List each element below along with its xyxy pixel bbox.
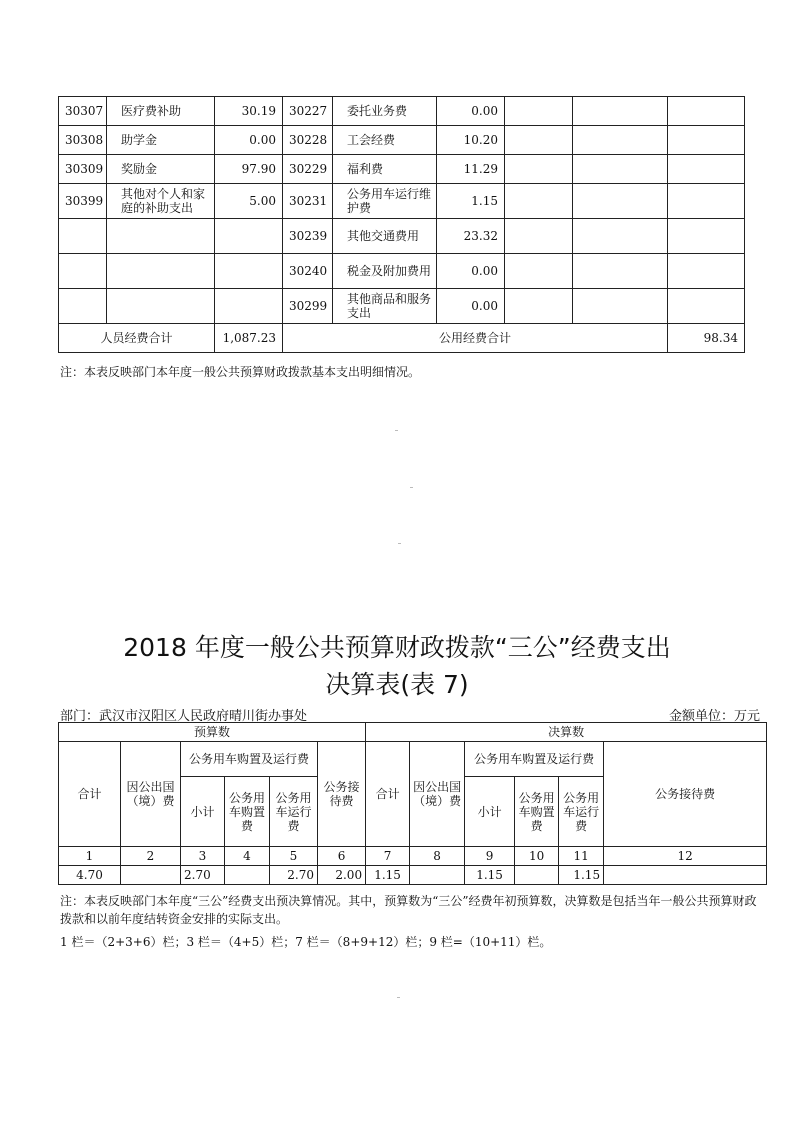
column-number: 12 bbox=[604, 847, 767, 866]
header-row bbox=[59, 723, 767, 742]
empty-cell bbox=[573, 155, 668, 184]
empty-cell bbox=[505, 97, 573, 126]
header-row bbox=[59, 742, 767, 777]
empty-cell bbox=[668, 97, 745, 126]
economic-code bbox=[59, 254, 107, 289]
total-header: 合计 bbox=[59, 742, 121, 847]
empty-cell bbox=[668, 219, 745, 254]
economic-code: 30299 bbox=[283, 289, 333, 324]
value-cell bbox=[225, 866, 270, 885]
scan-mark bbox=[397, 997, 400, 998]
value-cell bbox=[515, 866, 559, 885]
economic-code: 30239 bbox=[283, 219, 333, 254]
item-value: 11.29 bbox=[437, 155, 505, 184]
column-number-row bbox=[59, 847, 767, 866]
empty-cell bbox=[505, 126, 573, 155]
reception-header: 公务接待费 bbox=[604, 742, 767, 847]
economic-code: 30309 bbox=[59, 155, 107, 184]
table-row bbox=[59, 289, 745, 324]
value-cell: 2.70 bbox=[270, 866, 318, 885]
unit-label: 金额单位：万元 bbox=[668, 709, 760, 724]
empty-cell bbox=[573, 289, 668, 324]
column-number: 10 bbox=[515, 847, 559, 866]
item-value: 1.15 bbox=[437, 184, 505, 219]
value-cell: 4.70 bbox=[59, 866, 121, 885]
column-number: 7 bbox=[366, 847, 410, 866]
item-name: 医疗费补助 bbox=[107, 97, 215, 126]
item-name: 工会经费 bbox=[333, 126, 437, 155]
economic-code bbox=[59, 289, 107, 324]
column-number: 6 bbox=[318, 847, 366, 866]
item-value: 23.32 bbox=[437, 219, 505, 254]
vehicle-header: 公务用车购置及运行费 bbox=[181, 742, 318, 777]
reception-header: 公务接待费 bbox=[318, 742, 366, 847]
empty-cell bbox=[505, 254, 573, 289]
empty-cell bbox=[668, 155, 745, 184]
item-name: 其他商品和服务支出 bbox=[333, 289, 437, 324]
value-cell: 2.70 bbox=[181, 866, 225, 885]
purchase-header: 公务用车购置费 bbox=[225, 777, 270, 847]
subtotal-header: 小计 bbox=[465, 777, 515, 847]
item-name: 税金及附加费用 bbox=[333, 254, 437, 289]
basic-expenditure-table bbox=[58, 96, 745, 353]
economic-code: 30229 bbox=[283, 155, 333, 184]
empty-cell bbox=[668, 126, 745, 155]
empty-cell bbox=[573, 219, 668, 254]
empty-cell bbox=[668, 289, 745, 324]
page-title-line2: 决算表(表 7) bbox=[325, 670, 469, 699]
empty-cell bbox=[505, 219, 573, 254]
item-value: 97.90 bbox=[215, 155, 283, 184]
item-name bbox=[107, 289, 215, 324]
operation-header: 公务用车运行费 bbox=[270, 777, 318, 847]
economic-code bbox=[59, 219, 107, 254]
column-number: 5 bbox=[270, 847, 318, 866]
table-row bbox=[59, 219, 745, 254]
economic-code: 30240 bbox=[283, 254, 333, 289]
item-value bbox=[215, 219, 283, 254]
value-cell bbox=[121, 866, 181, 885]
public-total-label: 公用经费合计 bbox=[283, 324, 668, 353]
item-value: 5.00 bbox=[215, 184, 283, 219]
value-cell bbox=[604, 866, 767, 885]
scan-mark bbox=[395, 430, 398, 431]
value-cell: 1.15 bbox=[366, 866, 410, 885]
scan-mark bbox=[410, 487, 413, 488]
abroad-header: 因公出国（境）费 bbox=[410, 742, 465, 847]
table-row bbox=[59, 254, 745, 289]
empty-cell bbox=[668, 254, 745, 289]
economic-code: 30227 bbox=[283, 97, 333, 126]
economic-code: 30307 bbox=[59, 97, 107, 126]
item-value: 0.00 bbox=[437, 289, 505, 324]
item-value: 30.19 bbox=[215, 97, 283, 126]
budget-header: 预算数 bbox=[59, 723, 366, 742]
empty-cell bbox=[573, 97, 668, 126]
item-value: 0.00 bbox=[215, 126, 283, 155]
personnel-total-label: 人员经费合计 bbox=[59, 324, 215, 353]
item-name: 助学金 bbox=[107, 126, 215, 155]
column-number: 1 bbox=[59, 847, 121, 866]
item-name: 福利费 bbox=[333, 155, 437, 184]
totals-row bbox=[59, 324, 745, 353]
table7-note: 注：本表反映部门本年度“三公”经费支出预决算情况。其中，预算数为“三公”经费年初预算数，决算数是包括当年一般公共预算财政拨款和以前年度结转资金安排的实际支出。 bbox=[60, 894, 757, 926]
empty-cell bbox=[573, 254, 668, 289]
subtotal-header: 小计 bbox=[181, 777, 225, 847]
table-row bbox=[59, 97, 745, 126]
column-number: 8 bbox=[410, 847, 465, 866]
item-value: 0.00 bbox=[437, 97, 505, 126]
vehicle-header: 公务用车购置及运行费 bbox=[465, 742, 604, 777]
item-name: 委托业务费 bbox=[333, 97, 437, 126]
page-title-line1: 2018 年度一般公共预算财政拨款“三公”经费支出 bbox=[123, 633, 671, 662]
department-label: 部门：武汉市汉阳区人民政府晴川街办事处 bbox=[60, 709, 308, 724]
item-name: 其他对个人和家庭的补助支出 bbox=[107, 184, 215, 219]
abroad-header: 因公出国（境）费 bbox=[121, 742, 181, 847]
column-number: 11 bbox=[559, 847, 604, 866]
three-public-expenses-table bbox=[58, 722, 767, 885]
operation-header: 公务用车运行费 bbox=[559, 777, 604, 847]
empty-cell bbox=[573, 126, 668, 155]
item-value bbox=[215, 254, 283, 289]
column-number: 4 bbox=[225, 847, 270, 866]
purchase-header: 公务用车购置费 bbox=[515, 777, 559, 847]
item-name: 其他交通费用 bbox=[333, 219, 437, 254]
table-row bbox=[59, 126, 745, 155]
personnel-total-value: 1,087.23 bbox=[215, 324, 283, 353]
item-value: 10.20 bbox=[437, 126, 505, 155]
item-value bbox=[215, 289, 283, 324]
column-number: 9 bbox=[465, 847, 515, 866]
empty-cell bbox=[505, 289, 573, 324]
scan-mark bbox=[398, 543, 401, 544]
total-header: 合计 bbox=[366, 742, 410, 847]
column-number: 2 bbox=[121, 847, 181, 866]
item-name bbox=[107, 219, 215, 254]
value-cell bbox=[410, 866, 465, 885]
value-row bbox=[59, 866, 767, 885]
value-cell: 1.15 bbox=[559, 866, 604, 885]
empty-cell bbox=[573, 184, 668, 219]
table6-note: 注：本表反映部门本年度一般公共预算财政拨款基本支出明细情况。 bbox=[60, 365, 421, 379]
item-name: 奖励金 bbox=[107, 155, 215, 184]
value-cell: 2.00 bbox=[318, 866, 366, 885]
final-header: 决算数 bbox=[366, 723, 767, 742]
empty-cell bbox=[505, 155, 573, 184]
table-row bbox=[59, 155, 745, 184]
economic-code: 30231 bbox=[283, 184, 333, 219]
economic-code: 30308 bbox=[59, 126, 107, 155]
economic-code: 30228 bbox=[283, 126, 333, 155]
table7-formula: 1 栏＝（2+3+6）栏；3 栏＝（4+5）栏；7 栏＝（8+9+12）栏；9 栏=（10+11）栏。 bbox=[60, 935, 552, 949]
table-row bbox=[59, 184, 745, 219]
empty-cell bbox=[505, 184, 573, 219]
item-value: 0.00 bbox=[437, 254, 505, 289]
item-name bbox=[107, 254, 215, 289]
column-number: 3 bbox=[181, 847, 225, 866]
value-cell: 1.15 bbox=[465, 866, 515, 885]
item-name: 公务用车运行维护费 bbox=[333, 184, 437, 219]
economic-code: 30399 bbox=[59, 184, 107, 219]
empty-cell bbox=[668, 184, 745, 219]
public-total-value: 98.34 bbox=[668, 324, 745, 353]
